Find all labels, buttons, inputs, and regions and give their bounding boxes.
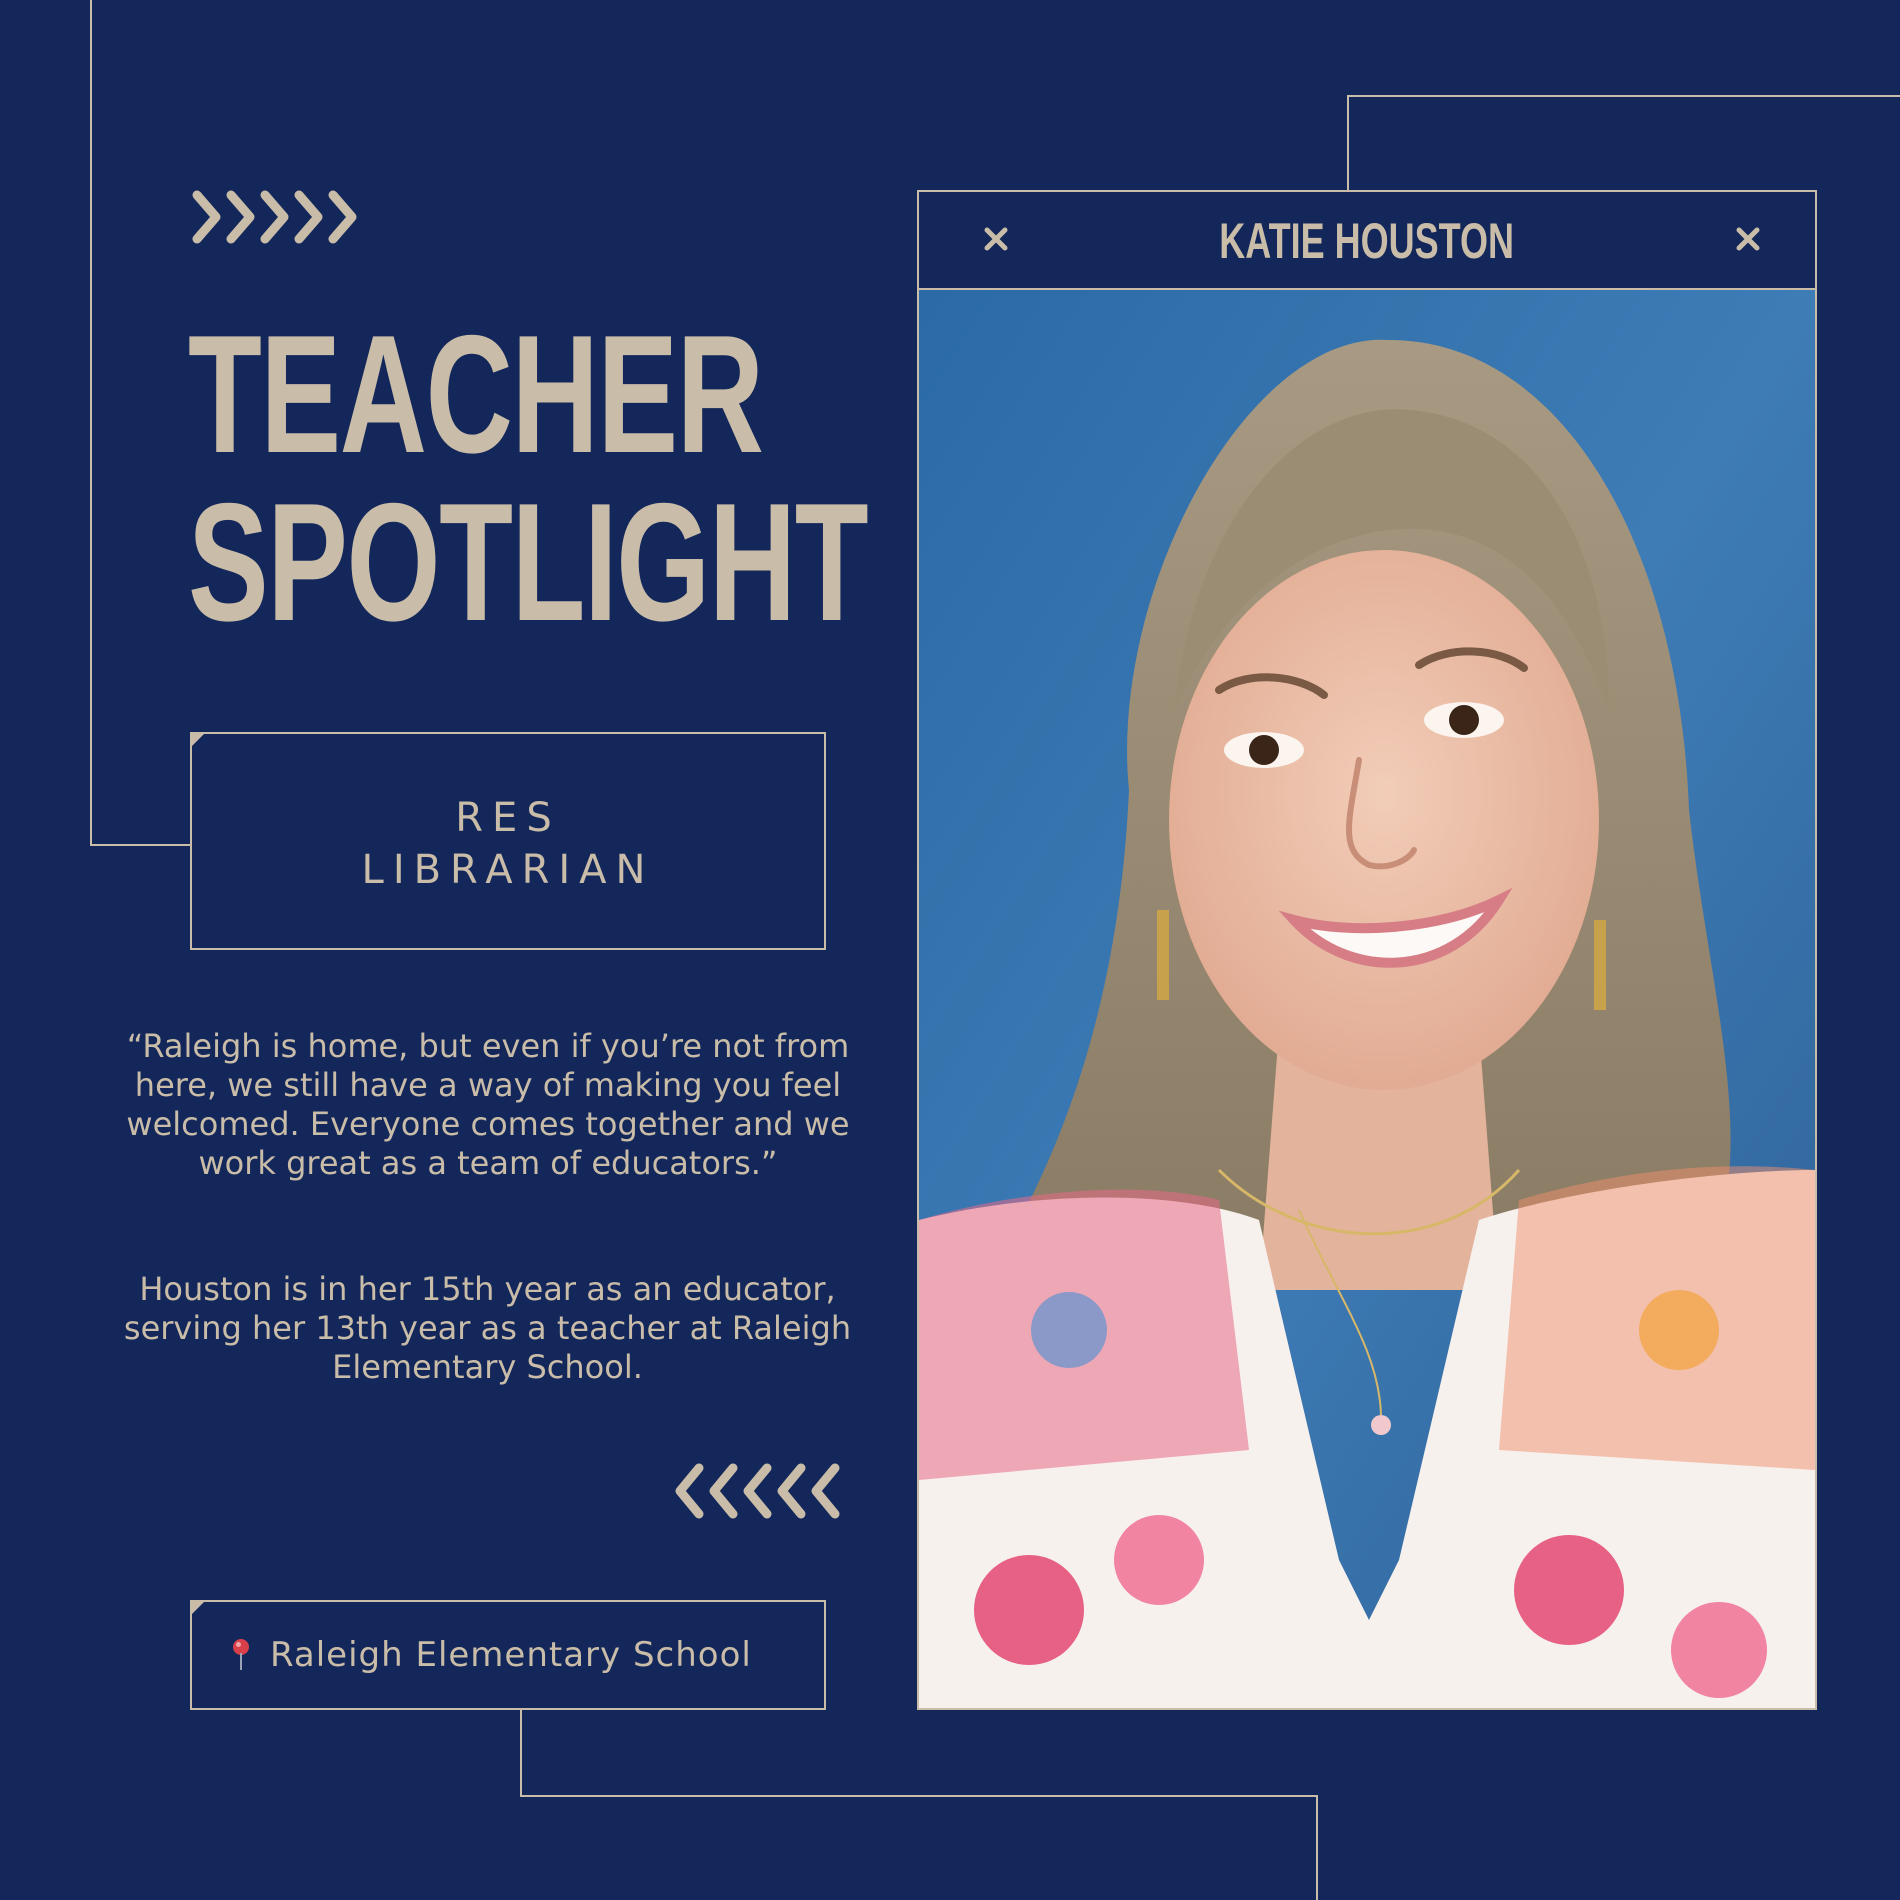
location-label: Raleigh Elementary School	[270, 1635, 752, 1675]
frame-line	[1347, 95, 1900, 97]
frame-line	[1316, 1795, 1318, 1900]
chevron-left-icon	[810, 1463, 840, 1519]
chevrons-left-decor	[674, 1463, 840, 1519]
teacher-quote: “Raleigh is home, but even if you’re not from here, we still have a way of making you feel welcomed. Everyone comes together and we work great as a team of educators.”	[126, 1027, 850, 1182]
chevron-left-icon	[674, 1463, 704, 1519]
teacher-name-text: KATIE HOUSTON	[1219, 213, 1515, 269]
frame-line	[520, 1708, 522, 1796]
chevron-right-icon	[294, 190, 324, 244]
title-line-1: TEACHER	[188, 300, 763, 488]
role-line-2: LIBRARIAN	[361, 847, 655, 893]
profile-card	[917, 190, 1817, 1710]
close-icon[interactable]	[1735, 226, 1761, 252]
chevron-right-icon	[192, 190, 222, 244]
teacher-bio: Houston is in her 15th year as an educator, serving her 13th year as a teacher at Raleigh Elementary School.	[123, 1270, 852, 1386]
location-box	[190, 1600, 826, 1710]
role-label	[192, 792, 824, 896]
frame-line	[520, 1795, 1318, 1797]
teacher-photo	[919, 290, 1815, 1708]
chevron-right-icon	[328, 190, 358, 244]
frame-line	[90, 0, 92, 846]
chevrons-right-decor	[192, 190, 358, 244]
chevron-left-icon	[708, 1463, 738, 1519]
corner-tab-decor	[190, 1600, 206, 1616]
chevron-right-icon	[260, 190, 290, 244]
chevron-left-icon	[776, 1463, 806, 1519]
corner-tab-decor	[190, 732, 206, 748]
page-title	[188, 300, 868, 656]
frame-line	[90, 844, 190, 846]
title-line-2: SPOTLIGHT	[188, 468, 868, 656]
profile-card-header	[919, 192, 1815, 290]
map-pin-icon	[232, 1638, 250, 1672]
chevron-right-icon	[226, 190, 256, 244]
frame-line	[1347, 95, 1349, 191]
chevron-left-icon	[742, 1463, 772, 1519]
role-box	[190, 732, 826, 950]
role-line-1: RES	[455, 795, 561, 841]
teacher-name	[919, 214, 1815, 268]
